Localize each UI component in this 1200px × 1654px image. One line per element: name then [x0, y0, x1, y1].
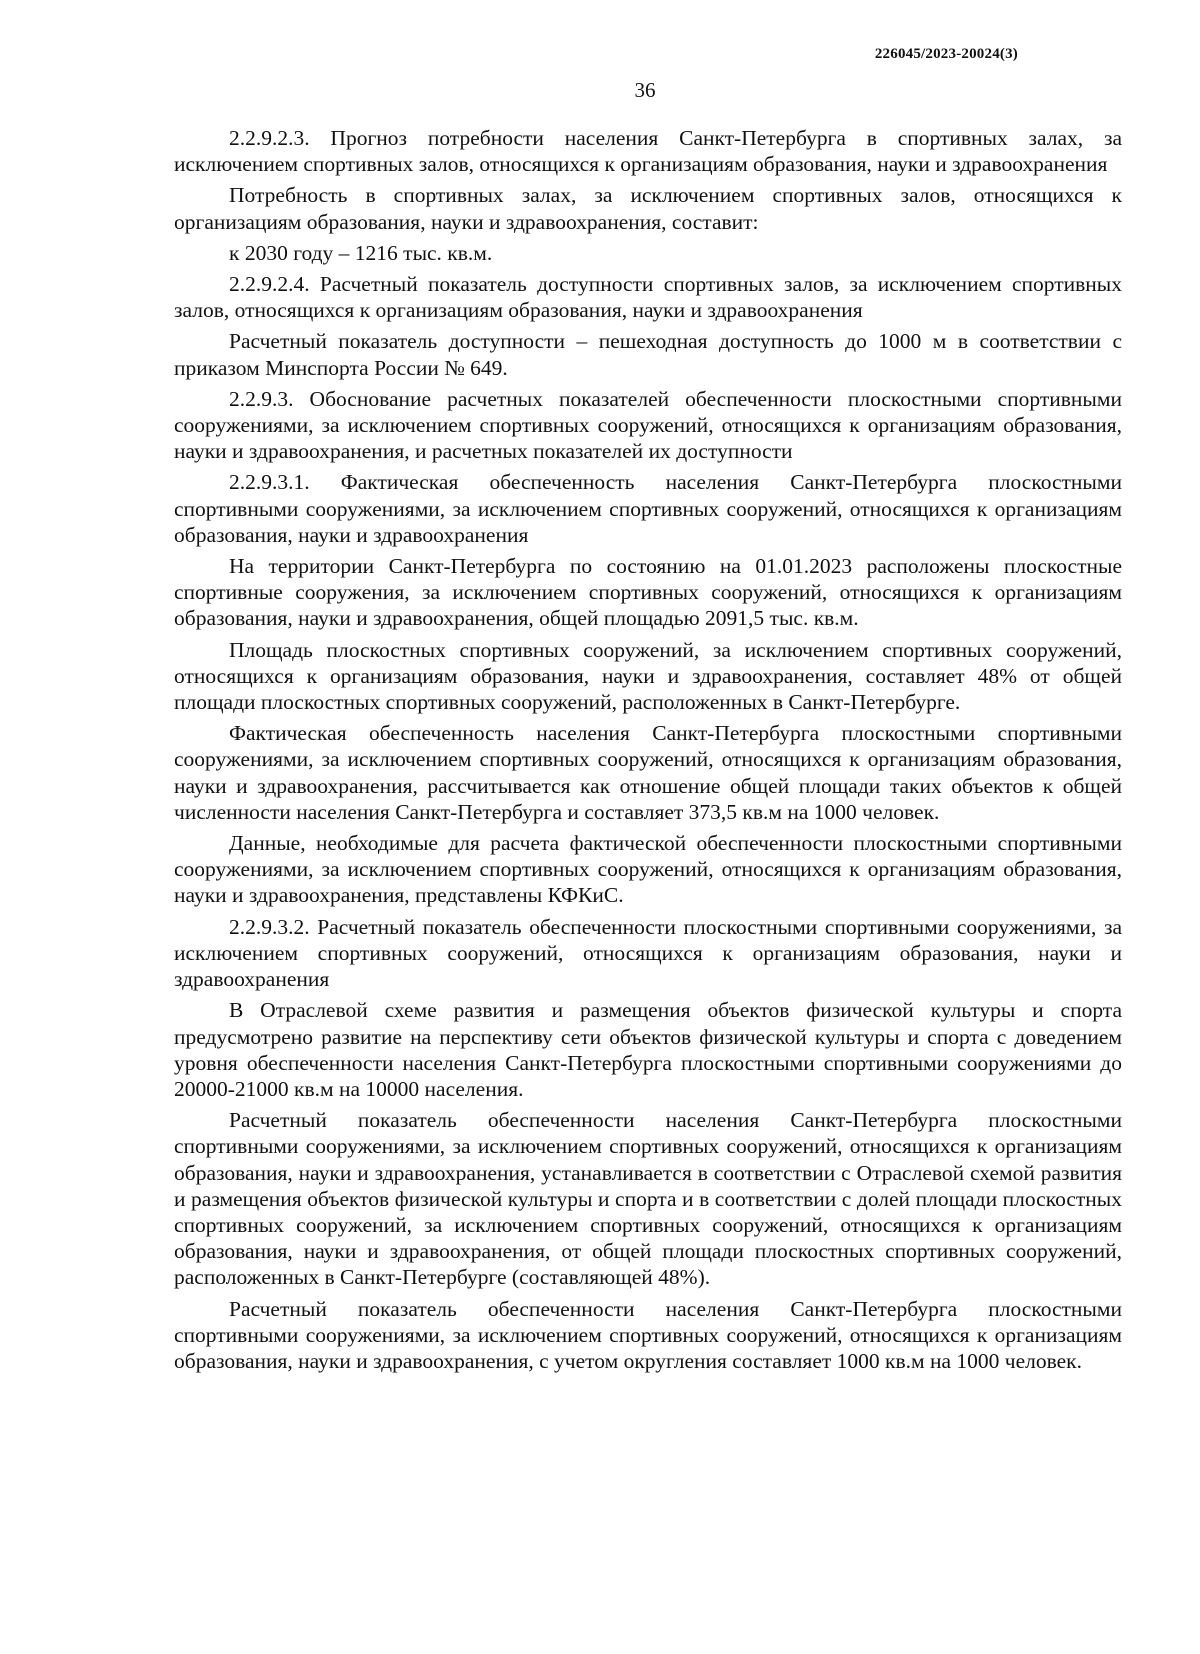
- section-heading-2-2-9-3: 2.2.9.3. Обоснование расчетных показателей обеспеченности плоскостными спортивными сооружениями, за исключением спортивных сооружений, относящихся к организациям образования, науки и здравоохранения, и расчетных показателей их доступности: [174, 386, 1122, 464]
- page-number: 36: [634, 78, 656, 102]
- paragraph: На территории Санкт-Петербурга по состоянию на 01.01.2023 расположены плоскостные спортивные сооружения, за исключением спортивных сооружений, относящихся к организациям образования, науки и здравоохранения, общей площадью 2091,5 тыс. кв.м.: [174, 554, 1122, 631]
- paragraph: Расчетный показатель обеспеченности населения Санкт-Петербурга плоскостными спортивными сооружениями, за исключением спортивных сооружений, относящихся к организациям образования, науки и здравоохранения, с учетом округления составляет 1000 кв.м на 1000 человек.: [174, 1296, 1122, 1373]
- paragraph: Расчетный показатель обеспеченности населения Санкт-Петербурга плоскостными спортивными сооружениями, за исключением спортивных сооружений, относящихся к организациям образования, науки и здравоохранения, устанавливается в соответствии с Отраслевой схемой развития и размещения объектов физической культуры и спорта и в соответствии с долей площади плоскостных спортивных сооружений, за исключением спортивных сооружений, относящихся к организациям образования, науки и здравоохранения, от общей площади плоскостных спортивных сооружений, расположенных в Санкт-Петербурге (составляющей 48%).: [174, 1108, 1122, 1290]
- paragraph: Расчетный показатель доступности – пешеходная доступность до 1000 м в соответствии с приказом Минспорта России № 649.: [174, 329, 1122, 380]
- document-body: [174, 125, 1122, 1379]
- document-id: 226045/2023-20024(3): [874, 46, 1018, 62]
- paragraph: В Отраслевой схеме развития и размещения объектов физической культуры и спорта предусмотрено развитие на перспективу сети объектов физической культуры и спорта с доведением уровня обеспеченности населения Санкт-Петербурга плоскостными спортивными сооружениями до 20000-21000 кв.м на 10000 населения.: [174, 998, 1122, 1101]
- paragraph: Данные, необходимые для расчета фактической обеспеченности плоскостными спортивными сооружениями, за исключением спортивных сооружений, относящихся к организациям образования, науки и здравоохранения, представлены КФКиС.: [174, 831, 1122, 908]
- paragraph: Площадь плоскостных спортивных сооружений, за исключением спортивных сооружений, относящихся к организациям образования, науки и здравоохранения, составляет 48% от общей площади плоскостных спортивных сооружений, расположенных в Санкт-Петербурге.: [174, 637, 1122, 715]
- paragraph: к 2030 году – 1216 тыс. кв.м.: [229, 240, 493, 265]
- section-heading-2-2-9-3-1: 2.2.9.3.1. Фактическая обеспеченность населения Санкт-Петербурга плоскостными спортивными сооружениями, за исключением спортивных сооружений, относящихся к организациям образования, науки и здравоохранения: [174, 470, 1122, 547]
- paragraph: Потребность в спортивных залах, за исключением спортивных залов, относящихся к организациям образования, науки и здравоохранения, составит:: [174, 183, 1122, 234]
- section-heading-2-2-9-2-4: 2.2.9.2.4. Расчетный показатель доступности спортивных залов, за исключением спортивных залов, относящихся к организациям образования, науки и здравоохранения: [174, 272, 1122, 323]
- section-heading-2-2-9-3-2: 2.2.9.3.2. Расчетный показатель обеспеченности плоскостными спортивными сооружениями, за исключением спортивных сооружений, относящихся к организациям образования, науки и здравоохранения: [174, 914, 1122, 992]
- section-heading-2-2-9-2-3: 2.2.9.2.3. Прогноз потребности населения Санкт-Петербурга в спортивных залах, за исключением спортивных залов, относящихся к организациям образования, науки и здравоохранения: [174, 126, 1122, 177]
- paragraph: Фактическая обеспеченность населения Санкт-Петербурга плоскостными спортивными сооружениями, за исключением спортивных сооружений, относящихся к организациям образования, науки и здравоохранения, рассчитывается как отношение общей площади таких объектов к общей численности населения Санкт-Петербурга и составляет 373,5 кв.м на 1000 человек.: [174, 721, 1122, 824]
